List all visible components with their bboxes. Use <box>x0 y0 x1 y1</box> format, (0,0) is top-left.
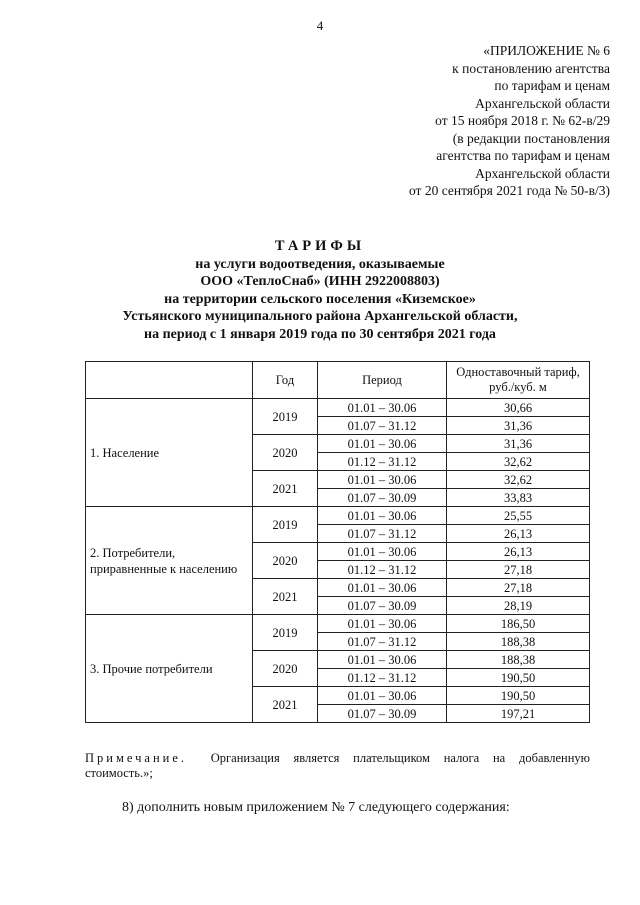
title-line: на услуги водоотведения, оказываемые <box>195 256 445 272</box>
note-text: Организация является плательщиком налога на добавленную стоимость.»; <box>85 751 590 780</box>
tariff-cell: 31,36 <box>447 435 590 453</box>
tariff-cell: 188,38 <box>447 633 590 651</box>
appendix-line: Архангельской области <box>475 165 610 181</box>
tariff-cell: 32,62 <box>447 453 590 471</box>
appendix-line: «ПРИЛОЖЕНИЕ № 6 <box>483 43 610 58</box>
period-cell: 01.07 – 30.09 <box>318 705 447 723</box>
header-year: Год <box>253 362 318 399</box>
period-cell: 01.07 – 30.09 <box>318 597 447 615</box>
year-cell: 2021 <box>253 579 318 615</box>
period-cell: 01.01 – 30.06 <box>318 507 447 525</box>
period-cell: 01.01 – 30.06 <box>318 579 447 597</box>
category-cell: 1. Население <box>86 399 253 507</box>
note-label: Примечание. <box>85 751 188 765</box>
note <box>85 751 590 781</box>
header-tariff: Одноставочный тариф, руб./куб. м <box>447 362 590 399</box>
page-number: 4 <box>316 18 324 33</box>
title-line: Устьянского муниципального района Архангельской области, <box>122 309 518 324</box>
tariff-cell: 31,36 <box>447 417 590 435</box>
period-cell: 01.12 – 31.12 <box>318 561 447 579</box>
category-cell: 2. Потребители, приравненные к населению <box>86 507 253 615</box>
period-cell: 01.01 – 30.06 <box>318 615 447 633</box>
table-header-row <box>86 362 590 399</box>
title-heading: ТАРИФЫ <box>274 238 366 254</box>
period-cell: 01.07 – 31.12 <box>318 417 447 435</box>
tariff-cell: 26,13 <box>447 543 590 561</box>
table-row <box>86 615 590 633</box>
period-cell: 01.01 – 30.06 <box>318 399 447 417</box>
tariff-cell: 32,62 <box>447 471 590 489</box>
period-cell: 01.01 – 30.06 <box>318 435 447 453</box>
appendix-line: (в редакции постановления <box>452 130 610 146</box>
tariff-cell: 190,50 <box>447 687 590 705</box>
year-cell: 2019 <box>253 615 318 651</box>
tariff-cell: 33,83 <box>447 489 590 507</box>
year-cell: 2019 <box>253 399 318 435</box>
year-cell: 2020 <box>253 435 318 471</box>
header-period: Период <box>318 362 447 399</box>
tariff-cell: 27,18 <box>447 561 590 579</box>
period-cell: 01.01 – 30.06 <box>318 471 447 489</box>
appendix-line: от 15 ноября 2018 г. № 62-в/29 <box>435 113 610 128</box>
title-line: на территории сельского поселения «Киземское» <box>164 291 476 307</box>
period-cell: 01.07 – 31.12 <box>318 525 447 543</box>
appendix-block <box>350 42 610 200</box>
tariff-cell: 28,19 <box>447 597 590 615</box>
appendix-line: к постановлению агентства <box>452 60 610 76</box>
period-cell: 01.01 – 30.06 <box>318 651 447 669</box>
tariff-cell: 186,50 <box>447 615 590 633</box>
appendix-line: от 20 сентября 2021 года № 50-в/3) <box>408 183 610 198</box>
period-cell: 01.07 – 31.12 <box>318 633 447 651</box>
category-cell: 3. Прочие потребители <box>86 615 253 723</box>
tariff-table <box>85 361 590 723</box>
period-cell: 01.01 – 30.06 <box>318 543 447 561</box>
year-cell: 2019 <box>253 507 318 543</box>
period-cell: 01.07 – 30.09 <box>318 489 447 507</box>
year-cell: 2021 <box>253 687 318 723</box>
table-row <box>86 507 590 525</box>
appendix-line: Архангельской области <box>475 95 610 111</box>
tariff-cell: 30,66 <box>447 399 590 417</box>
tariff-cell: 190,50 <box>447 669 590 687</box>
appendix-line: агентства по тарифам и ценам <box>436 148 610 163</box>
period-cell: 01.12 – 31.12 <box>318 669 447 687</box>
tariff-cell: 26,13 <box>447 525 590 543</box>
tariff-cell: 197,21 <box>447 705 590 723</box>
period-cell: 01.01 – 30.06 <box>318 687 447 705</box>
period-cell: 01.12 – 31.12 <box>318 453 447 471</box>
tariff-cell: 25,55 <box>447 507 590 525</box>
title-line: ООО «ТеплоСнаб» (ИНН 2922008803) <box>200 274 440 289</box>
tariff-cell: 188,38 <box>447 651 590 669</box>
document-title <box>40 238 600 343</box>
title-line: на период с 1 января 2019 года по 30 сентября 2021 года <box>144 326 496 342</box>
year-cell: 2021 <box>253 471 318 507</box>
tariff-cell: 27,18 <box>447 579 590 597</box>
table-body <box>86 399 590 723</box>
appendix-line: по тарифам и ценам <box>494 78 610 93</box>
year-cell: 2020 <box>253 651 318 687</box>
year-cell: 2020 <box>253 543 318 579</box>
final-line: 8) дополнить новым приложением № 7 следующего содержания: <box>122 800 510 815</box>
header-category <box>86 362 253 399</box>
table-row <box>86 399 590 417</box>
